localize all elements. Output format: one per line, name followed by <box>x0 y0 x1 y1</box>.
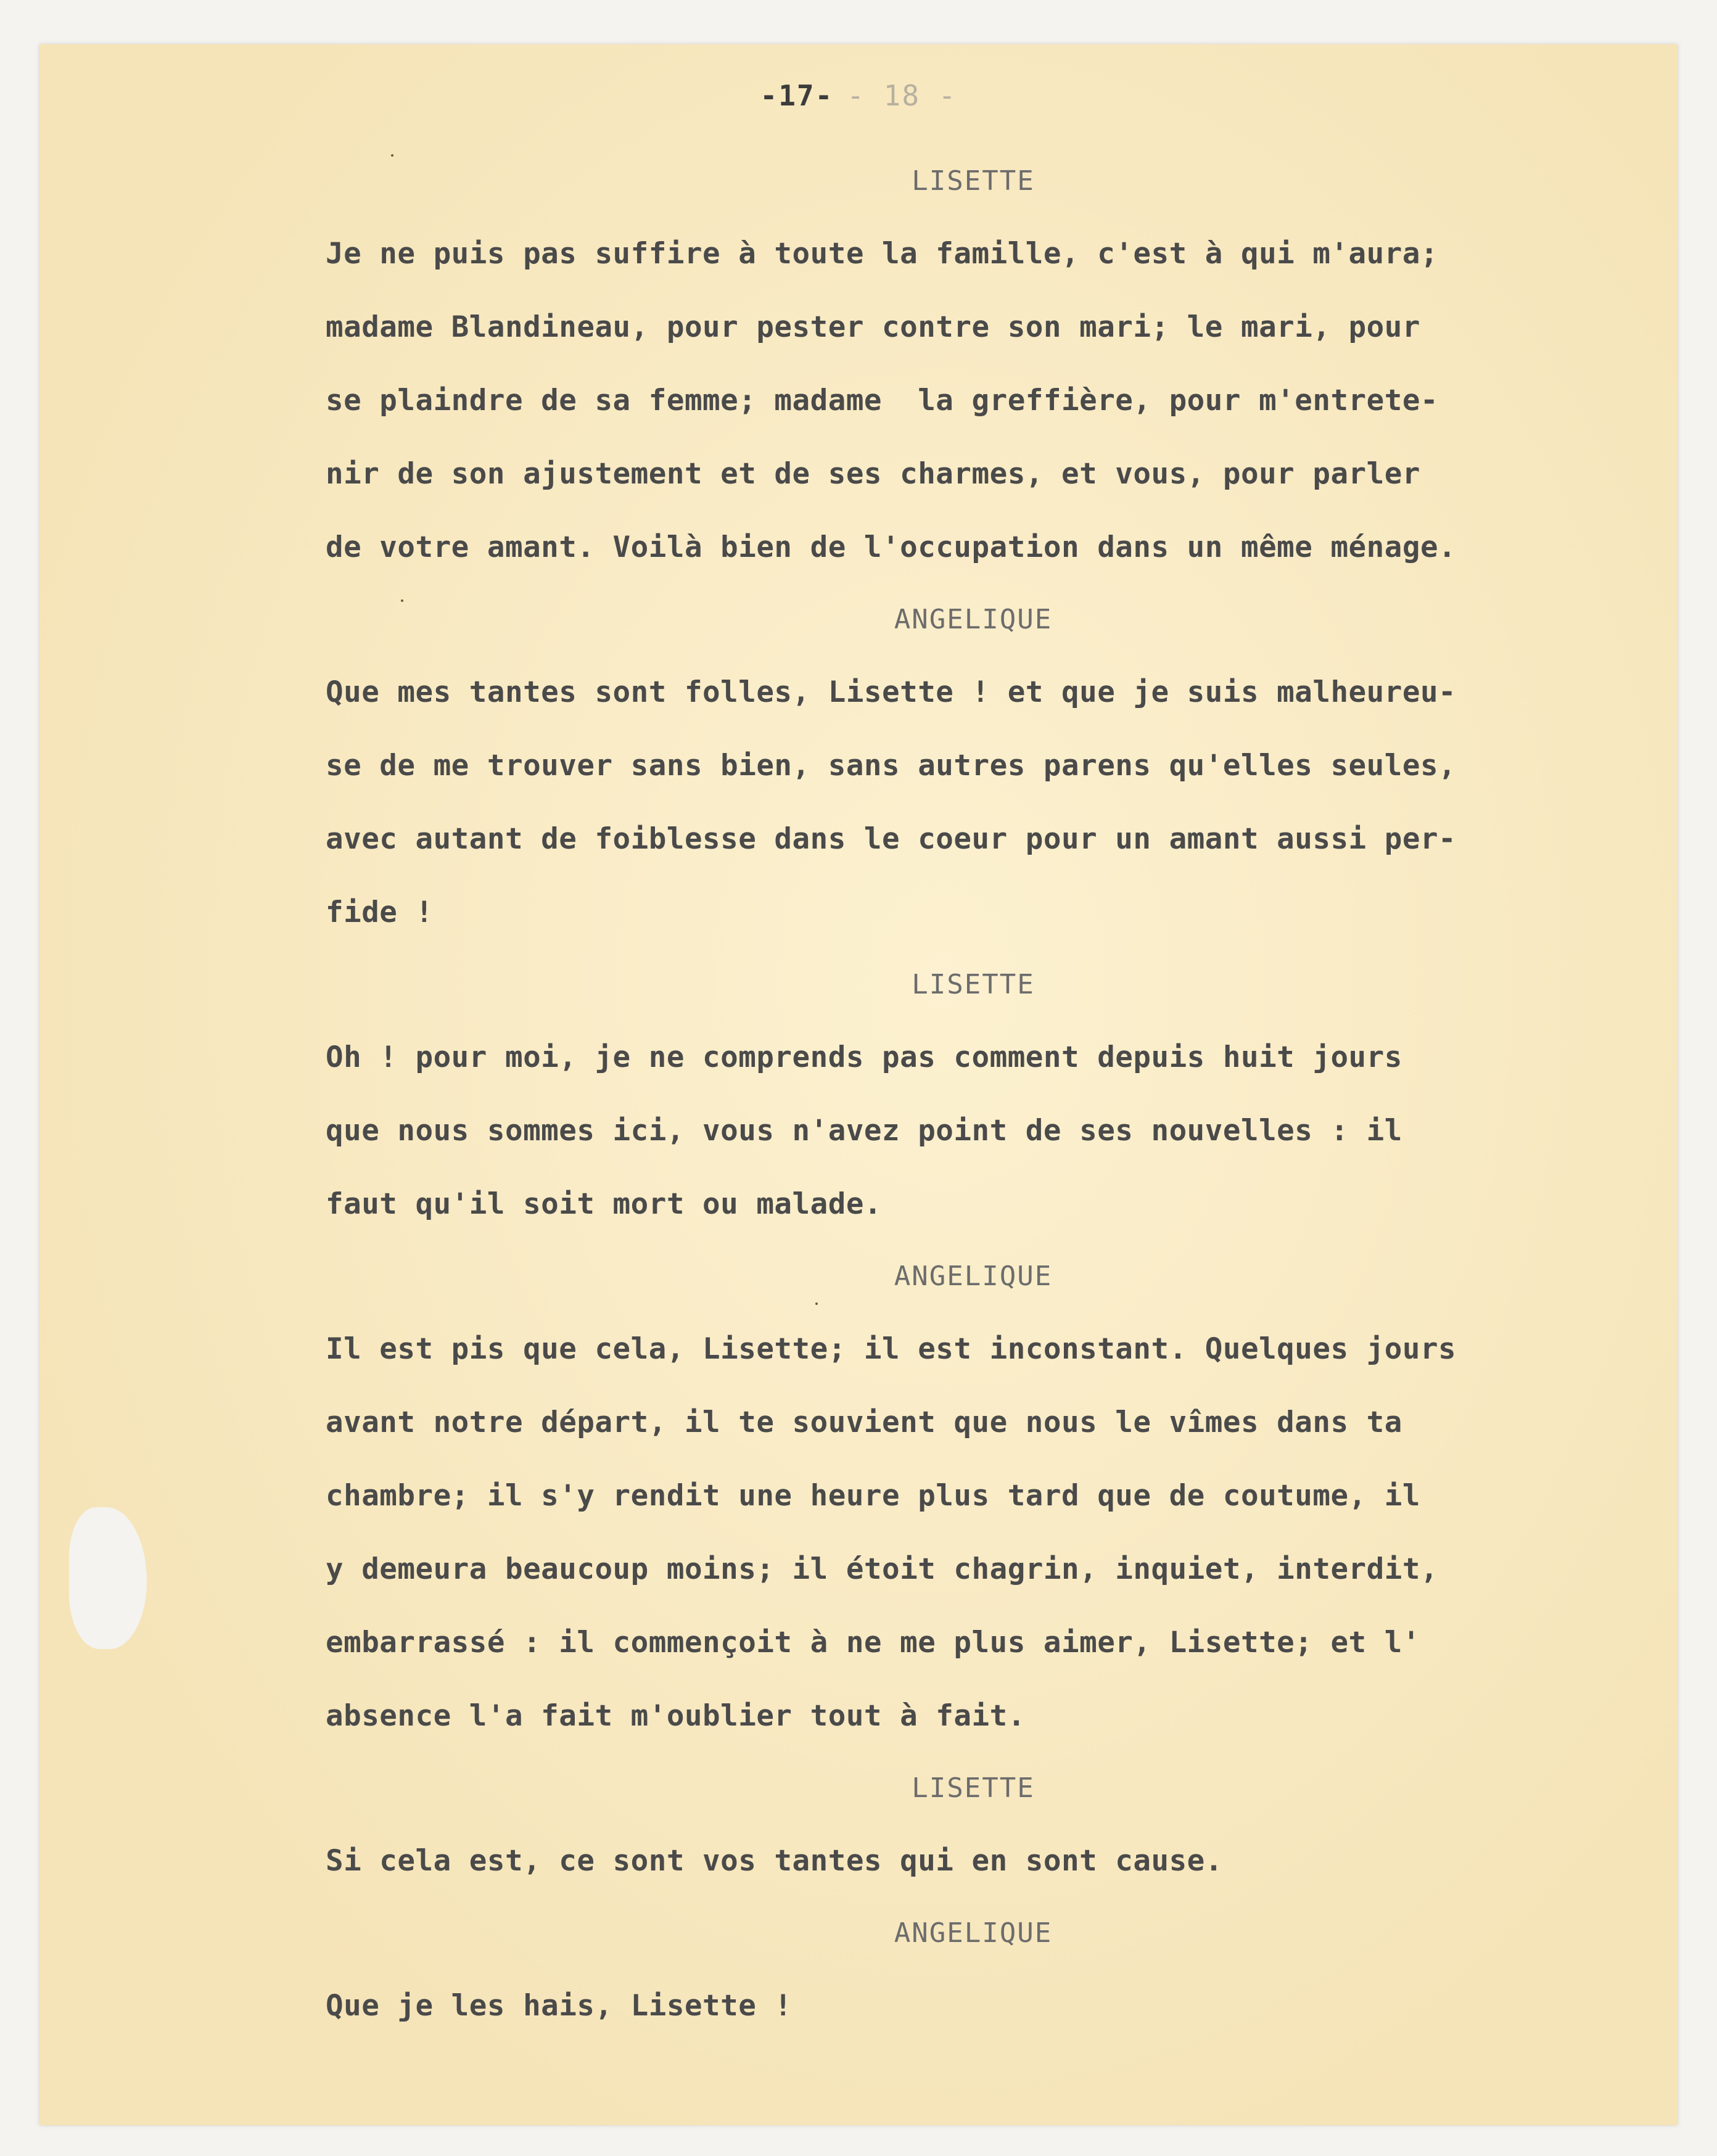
speaker-name: ANGELIQUE <box>894 604 1053 635</box>
speaker-name: LISETTE <box>912 1772 1035 1804</box>
speech-line: embarrassé : il commençoit à ne me plus aimer, Lisette; et l' <box>326 1626 1420 1660</box>
speech-line: faut qu'il soit mort ou malade. <box>326 1187 883 1221</box>
speech-line: fide ! <box>326 895 434 929</box>
speech-line: se de me trouver sans bien, sans autres parens qu'elles seules, <box>326 749 1457 783</box>
torn-edge <box>69 1507 147 1649</box>
speech <box>326 1312 1652 1753</box>
speech-line: Si cela est, ce sont vos tantes qui en sont cause. <box>326 1844 1223 1878</box>
speech <box>326 1824 1652 1898</box>
paper-sheet <box>39 44 1678 2125</box>
speech-line: Que mes tantes sont folles, Lisette ! et que je suis malheureu- <box>326 675 1457 709</box>
page-number: -17- <box>760 79 834 112</box>
speech-line: avec autant de foiblesse dans le coeur pour un amant aussi per- <box>326 822 1457 856</box>
speech-line: chambre; il s'y rendit une heure plus tard que de coutume, il <box>326 1479 1420 1513</box>
speech <box>326 1021 1652 1241</box>
speech <box>326 1969 1652 2043</box>
speech-line: que nous sommes ici, vous n'avez point de ses nouvelles : il <box>326 1114 1402 1148</box>
speech-line: Oh ! pour moi, je ne comprends pas comment depuis huit jours <box>326 1040 1402 1074</box>
speech-line: Que je les hais, Lisette ! <box>326 1989 793 2023</box>
speech-line: madame Blandineau, pour pester contre son mari; le mari, pour <box>326 310 1420 344</box>
speaker-name: ANGELIQUE <box>894 1261 1053 1292</box>
speaker-name: LISETTE <box>912 165 1035 197</box>
speech-line: y demeura beaucoup moins; il étoit chagrin, inquiet, interdit, <box>326 1552 1439 1586</box>
speech-line: de votre amant. Voilà bien de l'occupation dans un même ménage. <box>326 530 1457 564</box>
speech-line: Il est pis que cela, Lisette; il est inconstant. Quelques jours <box>326 1332 1457 1366</box>
speech-line: Je ne puis pas suffire à toute la famille, c'est à qui m'aura; <box>326 237 1439 271</box>
speech-line: absence l'a fait m'oublier tout à fait. <box>326 1699 1026 1733</box>
speech-line: nir de son ajustement et de ses charmes, et vous, pour parler <box>326 457 1420 491</box>
speaker-name: LISETTE <box>912 969 1035 1000</box>
speaker-name: ANGELIQUE <box>894 1917 1053 1949</box>
struck-page-number: - 18 - <box>847 79 957 112</box>
speech-line: se plaindre de sa femme; madame la greffière, pour m'entrete- <box>326 384 1439 418</box>
speech-line: avant notre départ, il te souvient que nous le vîmes dans ta <box>326 1405 1402 1439</box>
page-number-header <box>39 79 1678 112</box>
speech <box>326 656 1652 949</box>
dialogue-body <box>326 146 1682 2076</box>
speech <box>326 217 1652 584</box>
